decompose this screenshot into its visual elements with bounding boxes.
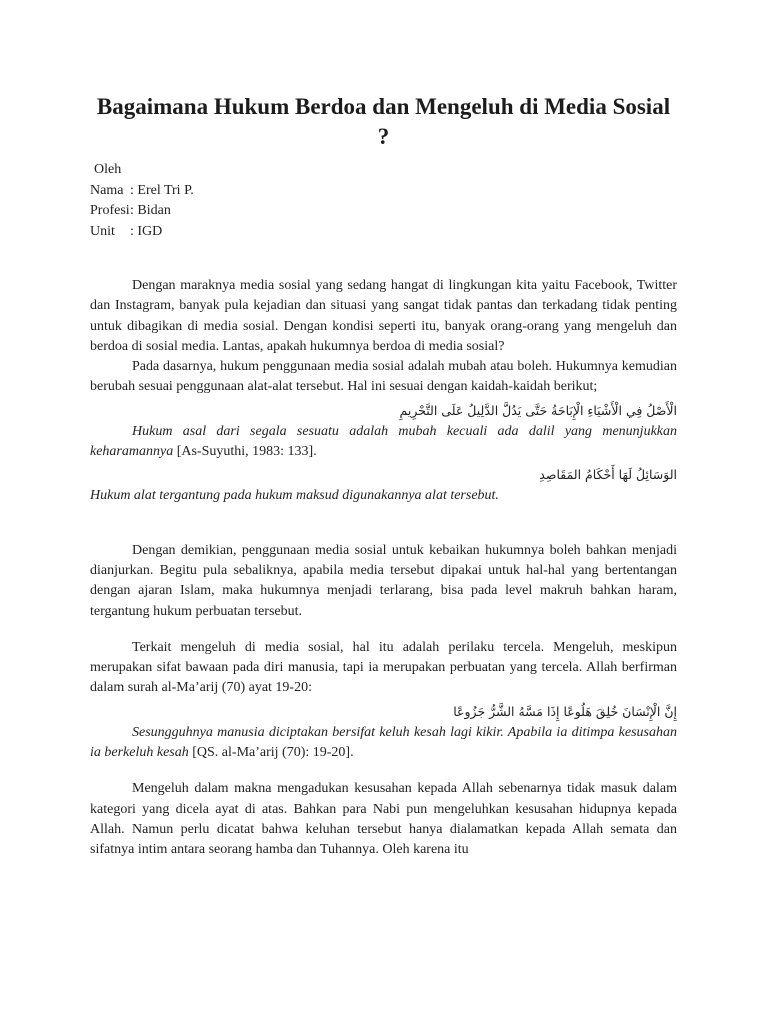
- arabic-kaidah-2: الوَسَائِلُ لَهَا أَحْكَامُ المَقَاصِدِ: [539, 467, 677, 483]
- author-key: Unit: [90, 223, 115, 239]
- author-key: Nama: [90, 182, 124, 198]
- arabic-ayat: إِنَّ الْإِنْسَانَ خُلِقَ هَلُوعًا إِذَا مَسَّهُ الشَّرُّ جَزُوعًا: [453, 703, 677, 719]
- paragraph-demikian: Dengan demikian, penggunaan media sosial untuk kebaikan hukumnya boleh bahkan menjadi dianjurkan. Begitu pula sebaliknya, apabila media tersebut dipakai untuk hal-hal yang bertentangan dengan ajaran Islam, maka hukumnya menjadi terlarang, bisa pada level makruh bahkan haram, tergantung hukum perbuatan tersebut.: [90, 542, 677, 619]
- paragraph-mengeluh: Terkait mengeluh di media sosial, hal itu adalah perilaku tercela. Mengeluh, meskipun merupakan sifat bawaan pada diri manusia, tapi ia merupakan perbuatan yang tercela. Allah berfirman dalam surah al-Ma’arij (70) ayat 19-20:: [90, 639, 677, 696]
- translation-reference: [QS. al-Ma’arij (70): 19-20].: [188, 745, 354, 761]
- author-value: : Bidan: [130, 203, 171, 218]
- author-oleh-label: Oleh: [94, 162, 122, 177]
- translation-italic: Sesungguhnya manusia diciptakan bersifat keluh kesah lagi kikir. Apabila ia ditimpa kesusahan ia berkeluh kesah: [90, 724, 677, 761]
- translation-ayat: [90, 723, 677, 764]
- author-value: : Erel Tri P.: [130, 182, 194, 198]
- author-value: : IGD: [130, 223, 163, 239]
- document-page: [90, 92, 677, 861]
- translation-kaidah-1: [90, 422, 677, 463]
- author-key: Profesi: [90, 203, 130, 218]
- translation-kaidah-2: Hukum alat tergantung pada hukum maksud digunakannya alat tersebut.: [90, 488, 499, 504]
- paragraph-intro: Dengan maraknya media sosial yang sedang hangat di lingkungan kita yaitu Facebook, Twitter dan Instagram, banyak pula kejadian dan situasi yang sangat tidak pantas dan terkadang tidak penting untuk dibagikan di media sosial. Dengan kondisi seperti itu, banyak orang-orang yang mengeluh dan berdoa di sosial media. Lantas, apakah hukumnya berdoa di media sosial?: [90, 278, 677, 354]
- author-row-profesi: [90, 201, 677, 222]
- arabic-kaidah-1: الْأَصْلُ فِي الْأَشْيَاءِ الْإِبَاحَةُ حَتَّى يَدُلَّ الدَّلِيلُ عَلَى التَّحْرِيمِ: [399, 402, 677, 418]
- author-row-unit: [90, 222, 677, 243]
- translation-italic: Hukum asal dari segala sesuatu adalah mubah kecuali ada dalil yang menunjukkan keharamannya: [90, 423, 677, 460]
- paragraph-dasar: Pada dasarnya, hukum penggunaan media sosial adalah mubah atau boleh. Hukumnya kemudian berubah sesuai penggunaan alat-alat tersebut. Hal ini sesuai dengan kaidah-kaidah berikut;: [90, 359, 677, 395]
- author-row-nama: [90, 181, 677, 202]
- author-info: [90, 160, 677, 242]
- paragraph-makna-mengeluh: Mengeluh dalam makna mengadukan kesusahan kepada Allah sebenarnya tidak masuk dalam kategori yang dicela ayat di atas. Bahkan para Nabi pun mengeluhkan kesusahan hidupnya kepada Allah. Namun perlu dicatat bahwa keluhan tersebut hanya dialamatkan kepada Allah semata dan sifatnya intim antara seorang hamba dan Tuhannya. Oleh karena itu: [90, 781, 677, 858]
- translation-reference: [As-Suyuthi, 1983: 133].: [173, 444, 317, 460]
- document-title: Bagaimana Hukum Berdoa dan Mengeluh di Media Sosial ?: [96, 94, 671, 149]
